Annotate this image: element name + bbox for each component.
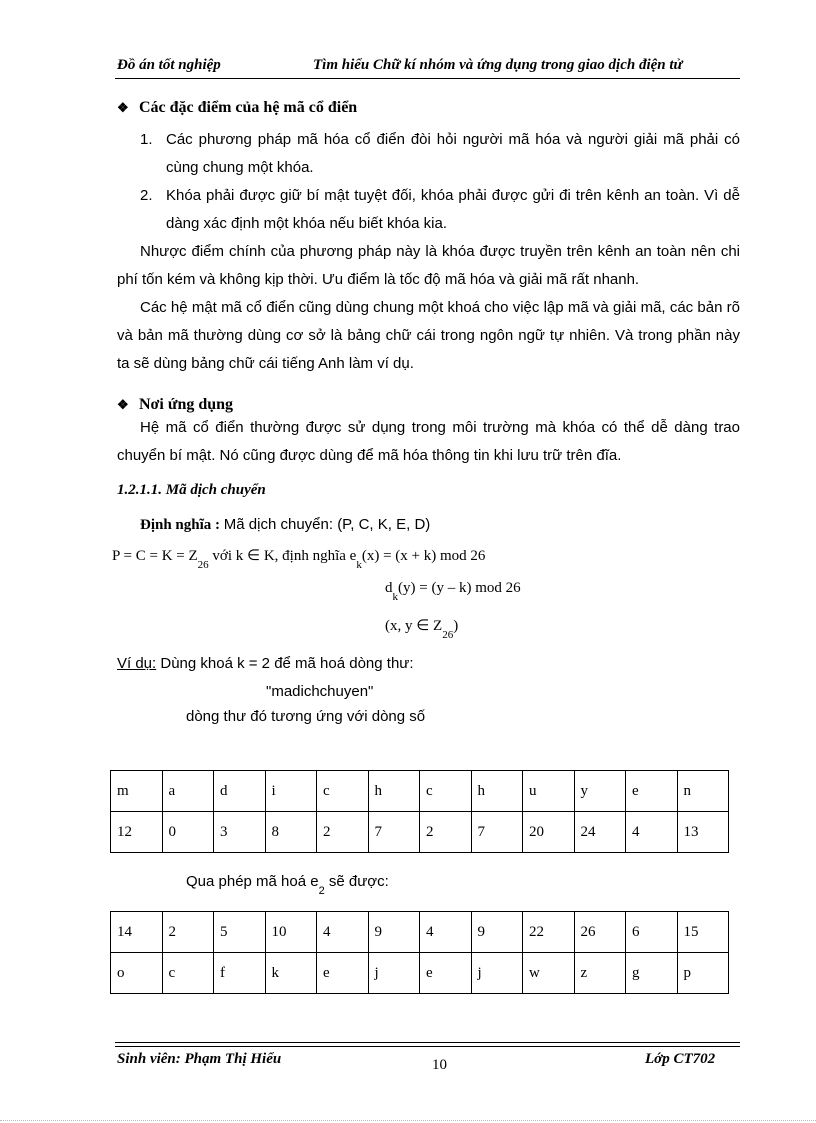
plaintext-table — [110, 770, 729, 853]
table-cell: 3 — [214, 812, 266, 853]
page-edge — [0, 1120, 816, 1121]
table-cell: n — [677, 771, 729, 812]
table-cell: 2 — [162, 912, 214, 953]
table-cell: e — [317, 953, 369, 994]
footer-rule — [115, 1042, 740, 1047]
mapping-text: dòng thư đó tương ứng với dòng số — [186, 708, 426, 725]
table-cell: 6 — [626, 912, 678, 953]
table-cell: 12 — [111, 812, 163, 853]
table-cell: 10 — [265, 912, 317, 953]
table-cell: 8 — [265, 812, 317, 853]
table-cell: f — [214, 953, 266, 994]
header-left: Đồ án tốt nghiệp — [117, 57, 221, 73]
encrypt-caption: Qua phép mã hoá $e_2$ sẽ được: — [186, 873, 389, 897]
example-line: Ví dụ: Dùng khoá k = 2 để mã hoá dòng thư: — [117, 655, 414, 672]
table-cell: 4 — [317, 912, 369, 953]
paragraph: Các hệ mật mã cổ điển cũng dùng chung một khoá cho việc lập mã và giải mã, các bản rõ và bản mã thường dùng cơ sở là bảng chữ cái trong ngôn ngữ tự nhiên. Và trong phần này ta sẽ dùng bảng chữ cái tiếng Anh làm ví dụ. — [117, 299, 740, 372]
section-heading-applications: ❖ Nơi ứng dụng — [117, 396, 234, 413]
footer-class: Lớp CT702 — [645, 1051, 716, 1067]
section-heading-features: ❖ Các đặc điểm của hệ mã cổ điển — [117, 99, 358, 116]
table-cell: c — [420, 771, 472, 812]
table-cell: 2 — [420, 812, 472, 853]
bullet-diamond-icon: ❖ — [117, 397, 129, 412]
table-cell: 4 — [626, 812, 678, 853]
table-cell: p — [677, 953, 729, 994]
table-cell: y — [574, 771, 626, 812]
table-cell: o — [111, 953, 163, 994]
table-row — [111, 953, 729, 994]
table-cell: 9 — [368, 912, 420, 953]
definition-line: Định nghĩa : Mã dịch chuyển: (P, C, K, E, D) — [140, 516, 431, 533]
table-cell: 5 — [214, 912, 266, 953]
table-cell: 7 — [368, 812, 420, 853]
subsection-title: 1.2.1.1. Mã dịch chuyển — [117, 482, 266, 498]
table-cell: 4 — [420, 912, 472, 953]
paragraph: Nhược điểm chính của phương pháp này là khóa được truyền trên kênh an toàn nên chi phí tốn kém và không kịp thời. Ưu điểm là tốc độ mã hóa và giải mã rất nhanh. — [117, 243, 740, 288]
table-cell: d — [214, 771, 266, 812]
list-item: 1. Các phương pháp mã hóa cổ điển đòi hỏi người mã hóa và người giải mã phải có cùng chung một khóa. — [140, 131, 740, 176]
paragraph: Hệ mã cổ điển thường được sử dụng trong môi trường mà khóa có thể dễ dàng trao chuyển bí mật. Nó cũng được dùng để mã hóa thông tin khi lưu trữ trên đĩa. — [117, 419, 740, 464]
formula-encrypt: $P = C = K = Z_{26}$ với k ∈ K, định nghĩa $e_k(x) = (x + k)$ mod 26 — [112, 548, 486, 571]
header-right: Tìm hiểu Chữ kí nhóm và ứng dụng trong giao dịch điện tử — [313, 57, 683, 73]
table-row — [111, 771, 729, 812]
table-cell: 7 — [471, 812, 523, 853]
table-cell: 24 — [574, 812, 626, 853]
formula-decrypt: $d_k(y) = (y - k)$ mod 26 — [385, 580, 521, 603]
header-rule — [115, 78, 740, 79]
table-cell: 15 — [677, 912, 729, 953]
table-cell: h — [471, 771, 523, 812]
table-cell: c — [162, 953, 214, 994]
table-cell: j — [471, 953, 523, 994]
table-cell: 22 — [523, 912, 575, 953]
ciphertext-table — [110, 911, 729, 994]
table-cell: m — [111, 771, 163, 812]
table-cell: 26 — [574, 912, 626, 953]
table-cell: 13 — [677, 812, 729, 853]
table-cell: 14 — [111, 912, 163, 953]
page-number: 10 — [432, 1057, 447, 1073]
table-cell: w — [523, 953, 575, 994]
table-cell: c — [317, 771, 369, 812]
footer-student: Sinh viên: Phạm Thị Hiểu — [117, 1051, 282, 1067]
table-cell: i — [265, 771, 317, 812]
table-cell: h — [368, 771, 420, 812]
table-cell: 0 — [162, 812, 214, 853]
table-row — [111, 912, 729, 953]
table-row — [111, 812, 729, 853]
table-cell: k — [265, 953, 317, 994]
list-item: 2. Khóa phải được giữ bí mật tuyệt đối, khóa phải được gửi đi trên kênh an toàn. Vì dễ dàng xác định một khóa nếu biết khóa kia. — [140, 187, 740, 232]
table-cell: j — [368, 953, 420, 994]
table-cell: g — [626, 953, 678, 994]
table-cell: 20 — [523, 812, 575, 853]
table-cell: 9 — [471, 912, 523, 953]
formula-domain: (x, y ∈ $Z_{26}$) — [385, 618, 459, 641]
table-cell: a — [162, 771, 214, 812]
table-cell: 2 — [317, 812, 369, 853]
table-cell: e — [626, 771, 678, 812]
bullet-diamond-icon: ❖ — [117, 100, 129, 115]
table-cell: u — [523, 771, 575, 812]
plaintext: "madichchuyen" — [266, 683, 374, 700]
table-cell: z — [574, 953, 626, 994]
table-cell: e — [420, 953, 472, 994]
